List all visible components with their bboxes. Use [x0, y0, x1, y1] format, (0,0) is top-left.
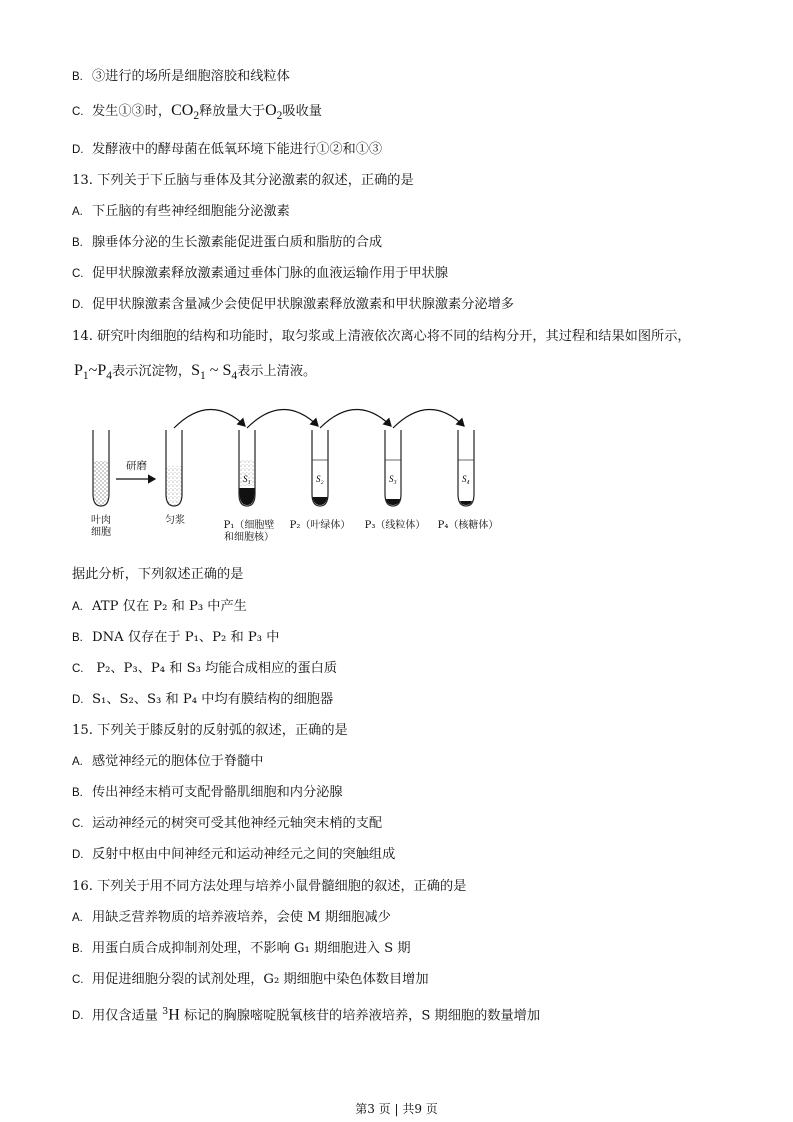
option-label: A.	[72, 206, 83, 218]
tube-label-s1: S₁	[243, 474, 251, 484]
option-label: B.	[72, 943, 83, 955]
option-text: 感觉神经元的胞体位于脊髓中	[92, 754, 264, 769]
transfer-arrow	[247, 409, 318, 428]
q16-option-d	[72, 1003, 540, 1025]
option-label: B.	[72, 237, 83, 249]
option-label: A.	[72, 912, 83, 924]
option-text: 用仅含适量	[92, 1008, 163, 1024]
option-label: C.	[72, 268, 84, 280]
q14-option-d	[72, 691, 333, 709]
caption-p4: P₄（核糖体）	[437, 520, 499, 531]
tube-leaf-cells	[93, 430, 109, 506]
option-label: D.	[72, 144, 84, 156]
grinding-label: 研磨	[126, 460, 147, 472]
option-text: 用促进细胞分裂的试剂处理，G₂ 期细胞中染色体数目增加	[92, 972, 429, 987]
q13-option-a	[72, 203, 290, 221]
q14-option-c	[72, 660, 337, 678]
question-14-stem-line2: $P_1\sim P_4$表示沉淀物，$S_1$ ~ $S_4$表示上清液。	[74, 362, 317, 383]
option-text: 腺垂体分泌的生长激素能促进蛋白质和脂肪的合成	[92, 235, 383, 250]
option-text: ③进行的场所是细胞溶胶和线粒体	[92, 69, 290, 84]
q14-option-b	[72, 629, 279, 647]
option-text: 释放量大于	[199, 104, 266, 119]
option-text: 用蛋白质合成抑制剂处理，不影响 G₁ 期细胞进入 S 期	[92, 941, 411, 956]
option-text: 促甲状腺激素释放激素通过垂体门脉的血液运输作用于甲状腺	[92, 266, 449, 281]
isotope-superscript: 3	[162, 1006, 169, 1017]
option-label: D.	[72, 694, 84, 706]
option-text: 下丘脑的有些神经细胞能分泌激素	[92, 204, 290, 219]
question-14-stem: 14. 研究叶肉细胞的结构和功能时，取匀浆或上清液依次离心将不同的结构分开，其过程和结果如图所示，	[72, 329, 691, 344]
q15-option-b	[72, 784, 343, 802]
tube-label-s4: S₄	[462, 474, 470, 484]
tube-p4	[458, 430, 474, 506]
option-text: 吸收量	[282, 104, 322, 119]
q16-option-c	[72, 971, 429, 989]
caption-p2: P₂（叶绿体）	[289, 520, 351, 531]
option-label: D.	[72, 849, 84, 861]
transfer-arrow	[393, 409, 464, 428]
option-d	[72, 141, 382, 159]
option-text: S₁、S₂、S₃ 和 P₄ 中均有膜结构的细胞器	[92, 692, 334, 707]
option-text: 反射中枢由中间神经元和运动神经元之间的突触组成	[92, 847, 396, 862]
option-label: D.	[72, 1010, 84, 1023]
caption-p1: P₁（细胞壁 和细胞核）	[223, 520, 275, 543]
isotope-symbol: H	[168, 1006, 180, 1024]
q13-option-c	[72, 265, 448, 283]
caption-homogenate: 匀浆	[165, 515, 185, 526]
option-label: A.	[72, 756, 83, 768]
option-label: D.	[72, 299, 84, 311]
transfer-arrow	[174, 409, 245, 428]
option-text: 发生①③时，	[92, 104, 172, 119]
caption-p3: P₃（线粒体）	[364, 520, 426, 531]
q16-option-b	[72, 940, 411, 958]
option-label: A.	[72, 601, 83, 613]
q14-option-a	[72, 598, 247, 616]
option-label: B.	[72, 71, 83, 83]
o2-formula: $O_2$	[265, 102, 283, 123]
question-15-stem: 15. 下列关于膝反射的反射弧的叙述，正确的是	[72, 723, 348, 738]
option-label: B.	[72, 787, 83, 799]
option-c	[72, 102, 322, 125]
option-label: C.	[72, 663, 84, 675]
option-text: 传出神经末梢可支配骨骼肌细胞和内分泌腺	[92, 785, 343, 800]
option-text: 促甲状腺激素含量减少会使促甲状腺激素释放激素和甲状腺激素分泌增多	[92, 297, 514, 312]
option-text: 发酵液中的酵母菌在低氧环境下能进行①②和①③	[92, 142, 383, 157]
option-text: 用缺乏营养物质的培养液培养，会使 M 期细胞减少	[92, 910, 391, 925]
tube-homogenate	[166, 430, 182, 506]
tube-p3	[385, 430, 401, 506]
question-14-lead: 据此分析，下列叙述正确的是	[72, 567, 244, 582]
option-text: 标记的胸腺嘧啶脱氧核苷的培养液培养，S 期细胞的数量增加	[179, 1008, 541, 1024]
option-label: C.	[72, 106, 84, 118]
q13-option-b	[72, 234, 382, 252]
centrifuge-figure	[0, 396, 793, 566]
option-label: C.	[72, 818, 84, 830]
option-text: ATP 仅在 P₂ 和 P₃ 中产生	[92, 599, 247, 614]
option-text: DNA 仅存在于 P₁、P₂ 和 P₃ 中	[92, 630, 280, 645]
option-b	[72, 68, 290, 86]
question-16-stem: 16. 下列关于用不同方法处理与培养小鼠骨髓细胞的叙述，正确的是	[72, 879, 467, 894]
q16-option-a	[72, 909, 391, 927]
q15-option-d	[72, 846, 395, 864]
q15-option-c	[72, 815, 382, 833]
caption-leaf-cells: 叶肉 细胞	[91, 515, 111, 538]
option-label: B.	[72, 632, 83, 644]
tube-p1	[239, 430, 255, 506]
page-footer: 第3 页 | 共9 页	[355, 1102, 438, 1116]
option-text: 运动神经元的树突可受其他神经元轴突末梢的支配	[92, 816, 383, 831]
option-text: P₂、P₃、P₄ 和 S₃ 均能合成相应的蛋白质	[92, 661, 338, 676]
tube-p2	[312, 430, 328, 506]
co2-formula: $CO_2$	[171, 102, 200, 123]
tube-label-s2: S₂	[316, 474, 324, 484]
transfer-arrow	[320, 409, 391, 428]
q13-option-d	[72, 296, 514, 314]
tube-label-s3: S₃	[389, 474, 397, 484]
q15-option-a	[72, 753, 263, 771]
question-13-stem: 13. 下列关于下丘脑与垂体及其分泌激素的叙述，正确的是	[72, 173, 414, 188]
option-label: C.	[72, 974, 84, 986]
